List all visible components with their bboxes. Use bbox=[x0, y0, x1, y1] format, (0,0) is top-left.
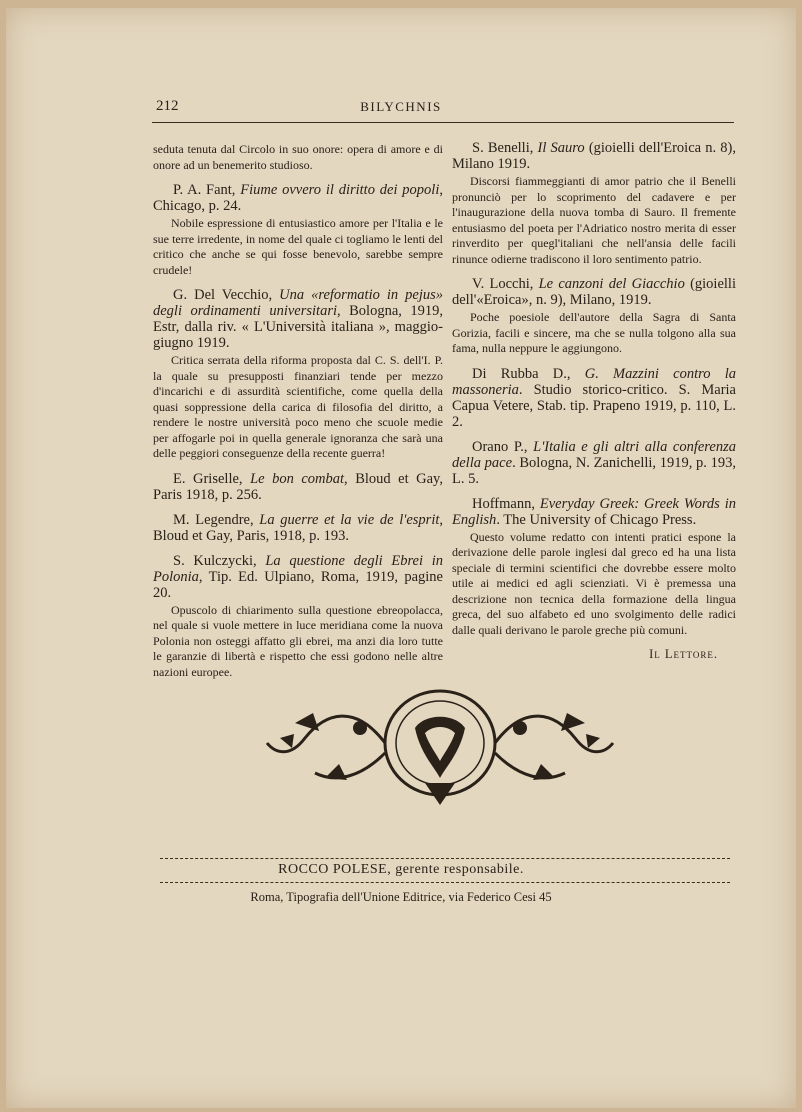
entry-continuation bbox=[153, 142, 443, 173]
entry-title: Everyday Greek: Greek Words in English bbox=[452, 495, 736, 528]
entry-body: Opuscolo di chiarimento sulla questione ebreopolacca, nel quale si vuole mettere in luce meridiana come la nuova Polonia non osteggi affatto gli ebrei, ma anzi dia loro tutte le garanzie di libertà e rispetto che essi godono nelle altre nazioni europee. bbox=[153, 602, 443, 679]
footer-rule-middle bbox=[160, 882, 730, 883]
right-column bbox=[452, 140, 736, 662]
entry-heading bbox=[452, 140, 736, 172]
entry-heading bbox=[452, 496, 736, 528]
footer-rule-top bbox=[160, 858, 730, 859]
entry-body: Discorsi fiammeggianti di amor patrio che il Benelli pronunciò per lo scoprimento del cadavere e per l'inaugurazione della nuova tomba di Sauro. Il fremente entusiasmo del poeta per l'Adriatico nostro merita di esser rinverdito per quegl'italiani che nell'ansia delle facili rinunce odierne tradiscono il loro sentimento patrio. bbox=[452, 174, 736, 266]
entry-author: S. Benelli, bbox=[472, 140, 538, 156]
entry-heading bbox=[153, 471, 443, 503]
entry-body: Questo volume redatto con intenti pratici espone la derivazione delle parole inglesi dal greco ed ha una lista speciale di termini scientifici che dovrebbe essere molto utile ai medici ed agli scienziati. Vi è premessa una descrizione non tecnica della formazione della lingua greca, del suo alfabeto ed uno svolgimento delle radici dalle quali derivano le parole greche più comuni. bbox=[452, 529, 736, 637]
entry-title: G. Mazzini contro la massoneria bbox=[452, 365, 736, 398]
entry-locchi bbox=[452, 276, 736, 357]
entry-body: Critica serrata della riforma proposta dal C. S. dell'I. P. la quale su presupposti finanziari tende per mezzo d'incarichi e di assurdità scientifiche, come quella della quasi soppressione della carica di filosofia del diritto, a rendere le nostre università poco meno che scuole medie per affogarle poi in quella generale ignoranza che sarà una delle peggiori conseguenze della recente guerra! bbox=[153, 353, 443, 460]
entry-author: S. Kulczycki, bbox=[173, 552, 266, 569]
entry-del-vecchio bbox=[153, 287, 443, 462]
entry-title: L'Italia e gli altri alla conferenza della pace bbox=[452, 438, 736, 471]
entry-heading bbox=[153, 553, 443, 601]
entry-publication: (gioielli dell'Eroica n. 8), Milano 1919. bbox=[452, 140, 736, 172]
entry-author: Hoffmann, bbox=[472, 495, 540, 512]
entry-kulczycki bbox=[153, 553, 443, 681]
entry-title: Una «reformatio in pejus» degli ordinamenti universitari bbox=[153, 287, 443, 319]
entry-author: Orano P., bbox=[472, 438, 534, 455]
entry-publication: . Bologna, N. Zanichelli, 1919, p. 193, L. 5. bbox=[452, 454, 736, 487]
entry-title: La questione degli Ebrei in Polonia bbox=[153, 552, 443, 585]
running-title: BILYCHNIS bbox=[360, 99, 442, 114]
entry-publication: (gioielli dell'«Eroica», n. 9), Milano, 1919. bbox=[452, 276, 736, 308]
entry-publication: , Bologna, 1919, Estr, dalla riv. « L'Università italiana », maggio-giugno 1919. bbox=[153, 303, 443, 351]
entry-hoffmann bbox=[452, 496, 736, 639]
entry-body: Poche poesiole dell'autore della Sagra di Santa Gorizia, facili e sincere, ma che se nulla tolgono alla sua fama, nulla neppure le aggiungono. bbox=[452, 310, 736, 355]
entry-title: Fiume ovvero il diritto dei popoli bbox=[240, 182, 440, 198]
entry-heading bbox=[452, 439, 736, 487]
entry-title: Il Sauro bbox=[537, 140, 585, 156]
page-number: 212 bbox=[156, 98, 179, 114]
entry-heading bbox=[452, 366, 736, 430]
entry-griselle bbox=[153, 471, 443, 503]
entry-title: La guerre et la vie de l'esprit bbox=[259, 511, 440, 528]
entry-title: Le bon combat bbox=[250, 470, 345, 487]
entry-di-rubba bbox=[452, 366, 736, 430]
footer-manager: ROCCO POLESE, gerente responsabile. bbox=[278, 862, 524, 877]
footer-printer: Roma, Tipografia dell'Unione Editrice, via Federico Cesi 45 bbox=[250, 890, 552, 904]
entry-publication: , Tip. Ed. Ulpiano, Roma, 1919, pagine 20. bbox=[153, 568, 443, 601]
entry-author: M. Legendre, bbox=[173, 511, 260, 528]
entry-fant bbox=[153, 182, 443, 278]
entry-heading bbox=[153, 287, 443, 351]
entry-publication: . Studio storico-critico. S. Maria Capua Vetere, Stab. tip. Prapeno 1919, p. 110, L. 2. bbox=[452, 381, 736, 430]
entry-heading bbox=[153, 512, 443, 544]
entry-publication: , Bloud et Gay, Paris 1918, p. 256. bbox=[153, 470, 443, 503]
entry-legendre bbox=[153, 512, 443, 544]
entry-author: G. Del Vecchio, bbox=[173, 287, 280, 303]
entry-title: Le canzoni del Giacchio bbox=[538, 276, 685, 292]
entry-author: Di Rubba D., bbox=[472, 365, 585, 382]
entry-publication: . The University of Chicago Press. bbox=[496, 511, 697, 528]
floral-ornament-icon bbox=[265, 683, 615, 813]
header-rule bbox=[152, 122, 734, 123]
entry-author: V. Locchi, bbox=[472, 276, 539, 292]
entry-body: seduta tenuta dal Circolo in suo onore: opera di amore e di onore ad un benemerito studioso. bbox=[153, 142, 443, 172]
entry-benelli bbox=[452, 140, 736, 267]
entry-publication: , Chicago, p. 24. bbox=[153, 182, 443, 214]
entry-body: Nobile espressione di entusiastico amore per l'Italia e le sue terre irredente, in nome del quale ci togliamo le lenti del critico che anche se qui fosse benevolo, sarebbe sempre crudele! bbox=[153, 216, 443, 277]
entry-author: E. Griselle, bbox=[173, 470, 251, 487]
entry-publication: , Bloud et Gay, Paris, 1918, p. 193. bbox=[153, 511, 443, 544]
entry-heading bbox=[452, 276, 736, 308]
entry-heading bbox=[153, 182, 443, 214]
left-column bbox=[153, 140, 443, 689]
signature: Il Lettore. bbox=[649, 647, 718, 661]
entry-author: P. A. Fant, bbox=[173, 182, 241, 198]
entry-orano bbox=[452, 439, 736, 487]
